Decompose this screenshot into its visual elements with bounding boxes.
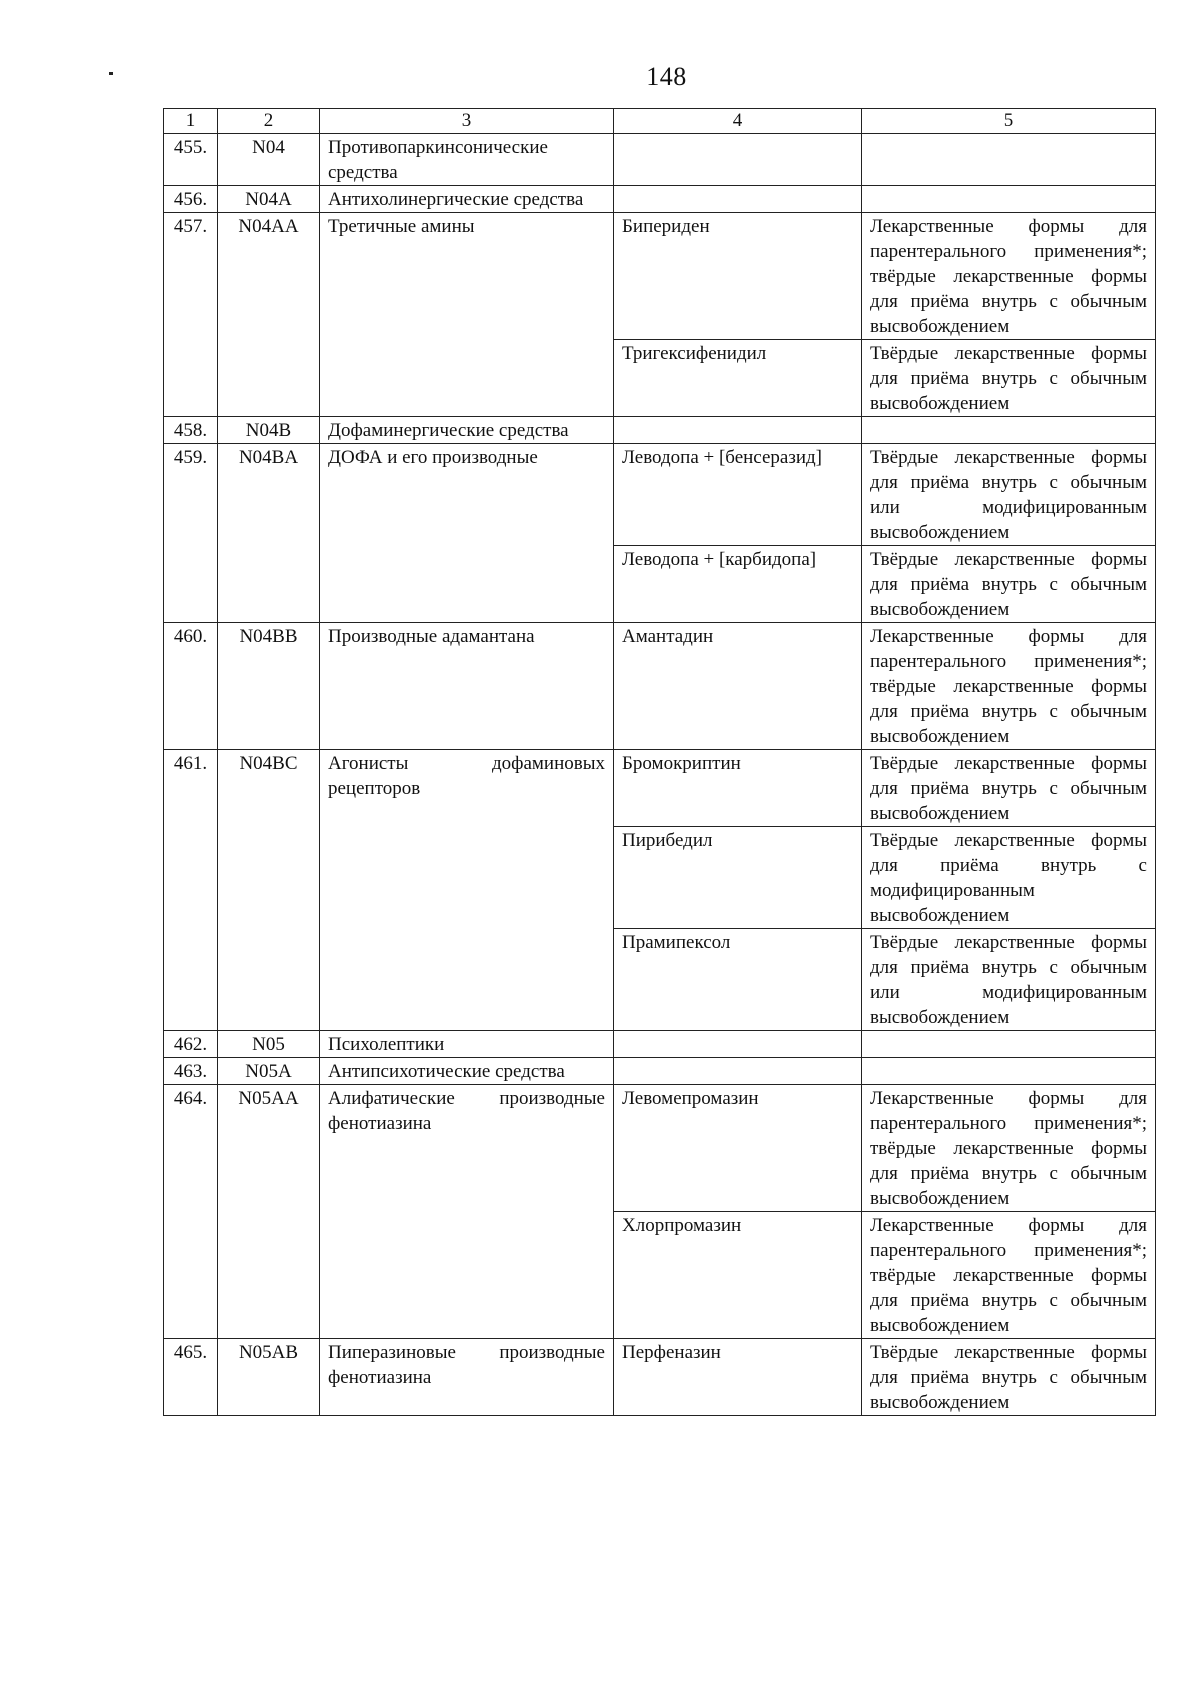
scan-speck bbox=[109, 72, 113, 75]
drug-name: Прамипексол bbox=[614, 929, 862, 1031]
table-row bbox=[164, 750, 1156, 827]
atc-code: N04BB bbox=[218, 623, 320, 750]
atc-code: N05AB bbox=[218, 1339, 320, 1416]
dosage-form bbox=[862, 186, 1156, 213]
atc-code: N04A bbox=[218, 186, 320, 213]
dosage-form: Твёрдые лекарственные формы для приёма внутрь с модифицированным высвобождением bbox=[862, 827, 1156, 929]
row-number: 459. bbox=[164, 444, 218, 623]
column-header: 4 bbox=[614, 109, 862, 134]
atc-code: N05 bbox=[218, 1031, 320, 1058]
drug-name: Тригексифенидил bbox=[614, 340, 862, 417]
table-row bbox=[164, 1058, 1156, 1085]
dosage-form bbox=[862, 1058, 1156, 1085]
table-row bbox=[164, 444, 1156, 546]
group-name: Третичные амины bbox=[320, 213, 614, 417]
drug-name bbox=[614, 417, 862, 444]
column-header: 5 bbox=[862, 109, 1156, 134]
row-number: 462. bbox=[164, 1031, 218, 1058]
dosage-form: Твёрдые лекарственные формы для приёма внутрь с обычным или модифицированным высвобождением bbox=[862, 929, 1156, 1031]
drug-name bbox=[614, 134, 862, 186]
atc-code: N04AA bbox=[218, 213, 320, 417]
row-number: 460. bbox=[164, 623, 218, 750]
table-row bbox=[164, 623, 1156, 750]
dosage-form: Лекарственные формы для парентерального применения*; твёрдые лекарственные формы для приёма внутрь с обычным высвобождением bbox=[862, 1085, 1156, 1212]
drug-name: Хлорпромазин bbox=[614, 1212, 862, 1339]
dosage-form: Лекарственные формы для парентерального применения*; твёрдые лекарственные формы для приёма внутрь с обычным высвобождением bbox=[862, 1212, 1156, 1339]
row-number: 461. bbox=[164, 750, 218, 1031]
column-header: 1 bbox=[164, 109, 218, 134]
row-number: 456. bbox=[164, 186, 218, 213]
drug-name: Бромокриптин bbox=[614, 750, 862, 827]
group-name: Алифатические производные фенотиазина bbox=[320, 1085, 614, 1339]
dosage-form bbox=[862, 134, 1156, 186]
group-name: Пиперазиновые производные фенотиазина bbox=[320, 1339, 614, 1416]
table-row bbox=[164, 1339, 1156, 1416]
table-row bbox=[164, 1085, 1156, 1212]
atc-code: N04 bbox=[218, 134, 320, 186]
dosage-form: Твёрдые лекарственные формы для приёма внутрь с обычным высвобождением bbox=[862, 340, 1156, 417]
dosage-form: Твёрдые лекарственные формы для приёма внутрь с обычным высвобождением bbox=[862, 546, 1156, 623]
drug-name: Леводопа + [карбидопа] bbox=[614, 546, 862, 623]
group-name: Производные адамантана bbox=[320, 623, 614, 750]
column-header: 2 bbox=[218, 109, 320, 134]
dosage-form: Твёрдые лекарственные формы для приёма внутрь с обычным высвобождением bbox=[862, 750, 1156, 827]
table-row bbox=[164, 1031, 1156, 1058]
group-name: Противопаркинсонические средства bbox=[320, 134, 614, 186]
row-number: 463. bbox=[164, 1058, 218, 1085]
group-name: Психолептики bbox=[320, 1031, 614, 1058]
row-number: 464. bbox=[164, 1085, 218, 1339]
dosage-form bbox=[862, 417, 1156, 444]
group-name: Антихолинергические средства bbox=[320, 186, 614, 213]
drug-name: Пирибедил bbox=[614, 827, 862, 929]
row-number: 465. bbox=[164, 1339, 218, 1416]
drug-classification-table bbox=[163, 108, 1156, 1416]
dosage-form: Твёрдые лекарственные формы для приёма внутрь с обычным высвобождением bbox=[862, 1339, 1156, 1416]
row-number: 457. bbox=[164, 213, 218, 417]
dosage-form: Лекарственные формы для парентерального применения*; твёрдые лекарственные формы для приёма внутрь с обычным высвобождением bbox=[862, 623, 1156, 750]
group-name: ДОФА и его производные bbox=[320, 444, 614, 623]
dosage-form: Твёрдые лекарственные формы для приёма внутрь с обычным или модифицированным высвобождением bbox=[862, 444, 1156, 546]
atc-code: N04BA bbox=[218, 444, 320, 623]
drug-name: Бипериден bbox=[614, 213, 862, 340]
atc-code: N04B bbox=[218, 417, 320, 444]
atc-code: N04BC bbox=[218, 750, 320, 1031]
drug-name: Перфеназин bbox=[614, 1339, 862, 1416]
column-number-row bbox=[164, 109, 1156, 134]
group-name: Агонисты дофаминовых рецепторов bbox=[320, 750, 614, 1031]
drug-name bbox=[614, 186, 862, 213]
drug-name: Леводопа + [бенсеразид] bbox=[614, 444, 862, 546]
table-row bbox=[164, 186, 1156, 213]
dosage-form bbox=[862, 1031, 1156, 1058]
page-number: 148 bbox=[646, 62, 687, 91]
drug-name bbox=[614, 1031, 862, 1058]
table-row bbox=[164, 417, 1156, 444]
drug-name: Левомепромазин bbox=[614, 1085, 862, 1212]
group-name: Антипсихотические средства bbox=[320, 1058, 614, 1085]
column-header: 3 bbox=[320, 109, 614, 134]
drug-name: Амантадин bbox=[614, 623, 862, 750]
atc-code: N05A bbox=[218, 1058, 320, 1085]
dosage-form: Лекарственные формы для парентерального применения*; твёрдые лекарственные формы для приёма внутрь с обычным высвобождением bbox=[862, 213, 1156, 340]
drug-name bbox=[614, 1058, 862, 1085]
group-name: Дофаминергические средства bbox=[320, 417, 614, 444]
table-row bbox=[164, 213, 1156, 340]
table-row bbox=[164, 134, 1156, 186]
table-body bbox=[164, 134, 1156, 1416]
atc-code: N05AA bbox=[218, 1085, 320, 1339]
row-number: 455. bbox=[164, 134, 218, 186]
row-number: 458. bbox=[164, 417, 218, 444]
